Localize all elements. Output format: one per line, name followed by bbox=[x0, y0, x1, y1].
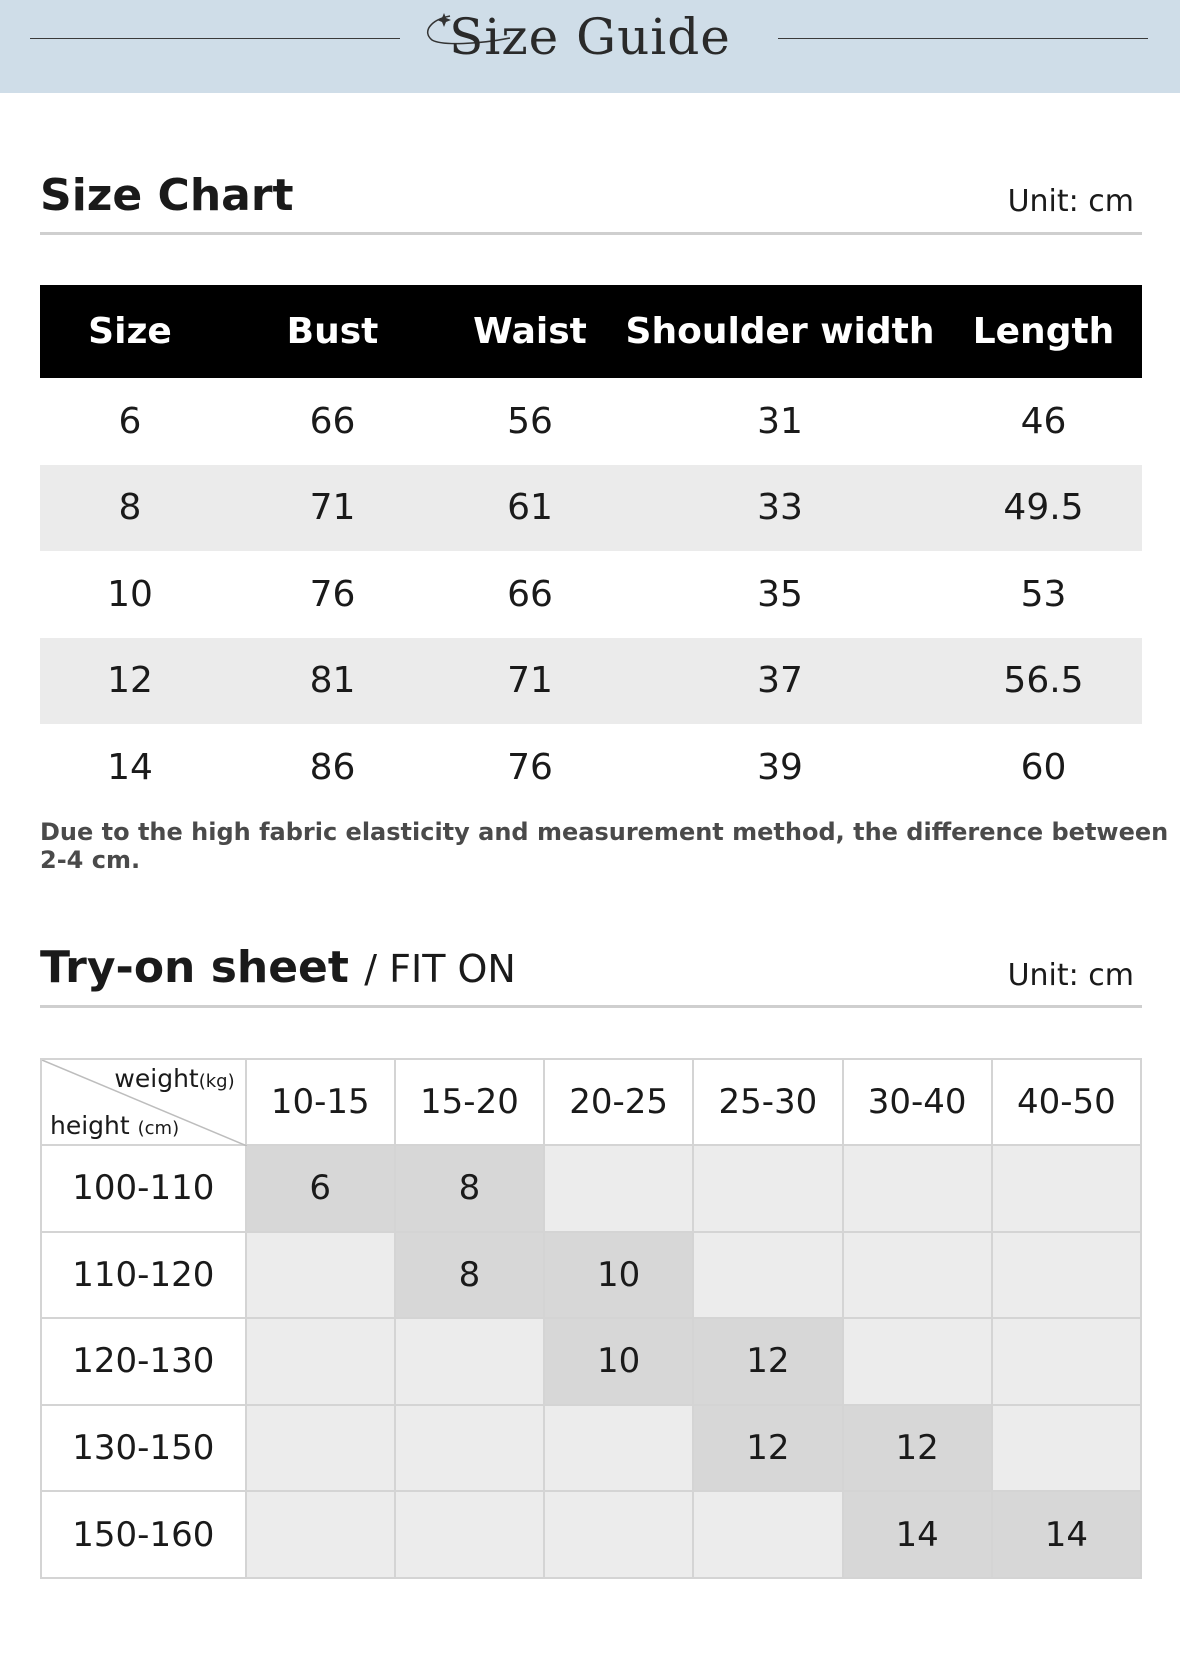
weight-column-header: 15-20 bbox=[395, 1059, 544, 1145]
size-chart-header-row bbox=[40, 285, 1142, 378]
fit-cell: 10 bbox=[544, 1318, 693, 1405]
table-cell: 56.5 bbox=[945, 638, 1142, 725]
table-cell: 86 bbox=[309, 746, 356, 788]
size-chart-title: Size Chart bbox=[40, 170, 294, 221]
fit-cell: 8 bbox=[395, 1145, 544, 1232]
fit-cell bbox=[246, 1318, 395, 1405]
column-header: Waist bbox=[445, 285, 615, 378]
table-cell: 37 bbox=[615, 638, 945, 725]
fit-cell bbox=[395, 1318, 544, 1405]
table-cell: 31 bbox=[757, 400, 803, 442]
weight-unit-text: (kg) bbox=[198, 1071, 235, 1092]
column-header: Length bbox=[945, 285, 1142, 378]
column-header: Size bbox=[40, 285, 220, 378]
fit-sheet-unit: Unit: cm bbox=[1007, 958, 1134, 993]
size-chart-rule bbox=[40, 232, 1142, 235]
fit-sheet-subtitle: / FIT ON bbox=[364, 947, 516, 991]
table-row bbox=[41, 1405, 1141, 1492]
height-row-header: 110-120 bbox=[41, 1232, 246, 1319]
table-cell: 49.5 bbox=[945, 465, 1142, 552]
fit-cell: 14 bbox=[843, 1491, 992, 1578]
table-cell: 71 bbox=[220, 465, 445, 552]
table-row bbox=[41, 1491, 1141, 1578]
table-cell: 12 bbox=[40, 638, 220, 725]
table-cell: 35 bbox=[757, 573, 803, 615]
table-cell: 8 bbox=[40, 465, 220, 552]
weight-column-header: 10-15 bbox=[246, 1059, 395, 1145]
fit-cell bbox=[544, 1491, 693, 1578]
table-cell: 66 bbox=[309, 400, 356, 442]
fit-cell bbox=[544, 1405, 693, 1492]
fit-cell bbox=[992, 1405, 1141, 1492]
fit-cell bbox=[395, 1405, 544, 1492]
fit-cell bbox=[246, 1405, 395, 1492]
measurement-note: Due to the high fabric elasticity and measurement method, the difference between 2-4 cm. bbox=[40, 818, 1169, 874]
height-unit-text: (cm) bbox=[137, 1118, 180, 1139]
table-cell: 53 bbox=[1020, 573, 1067, 615]
page-title: Size Guide bbox=[449, 8, 731, 66]
table-cell: 46 bbox=[1020, 400, 1067, 442]
fit-cell bbox=[992, 1232, 1141, 1319]
table-cell: 81 bbox=[220, 638, 445, 725]
fit-cell bbox=[395, 1491, 544, 1578]
fit-sheet-title bbox=[40, 942, 516, 993]
fit-cell: 6 bbox=[246, 1145, 395, 1232]
table-cell: 60 bbox=[1020, 746, 1067, 788]
table-cell: 61 bbox=[445, 465, 615, 552]
fit-cell bbox=[544, 1145, 693, 1232]
fit-cell bbox=[693, 1145, 842, 1232]
table-row bbox=[40, 378, 1142, 465]
weight-axis-label bbox=[114, 1064, 234, 1093]
size-chart-unit: Unit: cm bbox=[1007, 184, 1134, 219]
height-row-header: 120-130 bbox=[41, 1318, 246, 1405]
fit-cell bbox=[246, 1232, 395, 1319]
table-row bbox=[41, 1318, 1141, 1405]
fit-cell bbox=[693, 1232, 842, 1319]
fit-cell bbox=[843, 1232, 992, 1319]
table-cell: 66 bbox=[507, 573, 553, 615]
header-banner bbox=[0, 0, 1180, 93]
size-chart-table bbox=[40, 285, 1142, 811]
table-row bbox=[40, 465, 1142, 552]
height-row-header: 150-160 bbox=[41, 1491, 246, 1578]
table-row bbox=[41, 1232, 1141, 1319]
table-cell: 6 bbox=[118, 400, 142, 442]
fit-cell: 12 bbox=[843, 1405, 992, 1492]
weight-column-header: 20-25 bbox=[544, 1059, 693, 1145]
height-label-text: height bbox=[50, 1111, 130, 1140]
fit-cell: 14 bbox=[992, 1491, 1141, 1578]
weight-column-header: 30-40 bbox=[843, 1059, 992, 1145]
weight-label-text: weight bbox=[114, 1064, 199, 1093]
fit-sheet-title-main: Try-on sheet bbox=[40, 942, 349, 993]
table-cell: 33 bbox=[615, 465, 945, 552]
table-cell: 56 bbox=[507, 400, 553, 442]
fit-cell bbox=[843, 1145, 992, 1232]
fit-cell bbox=[246, 1491, 395, 1578]
height-axis-label bbox=[50, 1111, 179, 1140]
column-header: Shoulder width bbox=[615, 285, 945, 378]
height-row-header: 100-110 bbox=[41, 1145, 246, 1232]
fit-cell bbox=[843, 1318, 992, 1405]
table-cell: 76 bbox=[309, 573, 356, 615]
table-cell: 10 bbox=[107, 573, 153, 615]
fit-cell: 10 bbox=[544, 1232, 693, 1319]
table-row bbox=[40, 724, 1142, 811]
fit-sheet-header-row bbox=[41, 1059, 1141, 1145]
table-row bbox=[41, 1145, 1141, 1232]
corner-header-cell bbox=[41, 1059, 246, 1145]
weight-column-header: 40-50 bbox=[992, 1059, 1141, 1145]
fit-cell: 12 bbox=[693, 1405, 842, 1492]
fit-cell bbox=[693, 1491, 842, 1578]
table-cell: 76 bbox=[507, 746, 553, 788]
table-row bbox=[40, 551, 1142, 638]
fit-sheet-rule bbox=[40, 1005, 1142, 1008]
fit-cell bbox=[992, 1318, 1141, 1405]
weight-column-header: 25-30 bbox=[693, 1059, 842, 1145]
fit-cell: 12 bbox=[693, 1318, 842, 1405]
height-row-header: 130-150 bbox=[41, 1405, 246, 1492]
table-cell: 71 bbox=[445, 638, 615, 725]
fit-cell bbox=[992, 1145, 1141, 1232]
fit-sheet-table bbox=[40, 1058, 1142, 1579]
column-header: Bust bbox=[220, 285, 445, 378]
fit-cell: 8 bbox=[395, 1232, 544, 1319]
table-cell: 39 bbox=[757, 746, 803, 788]
table-cell: 14 bbox=[107, 746, 153, 788]
table-row bbox=[40, 638, 1142, 725]
